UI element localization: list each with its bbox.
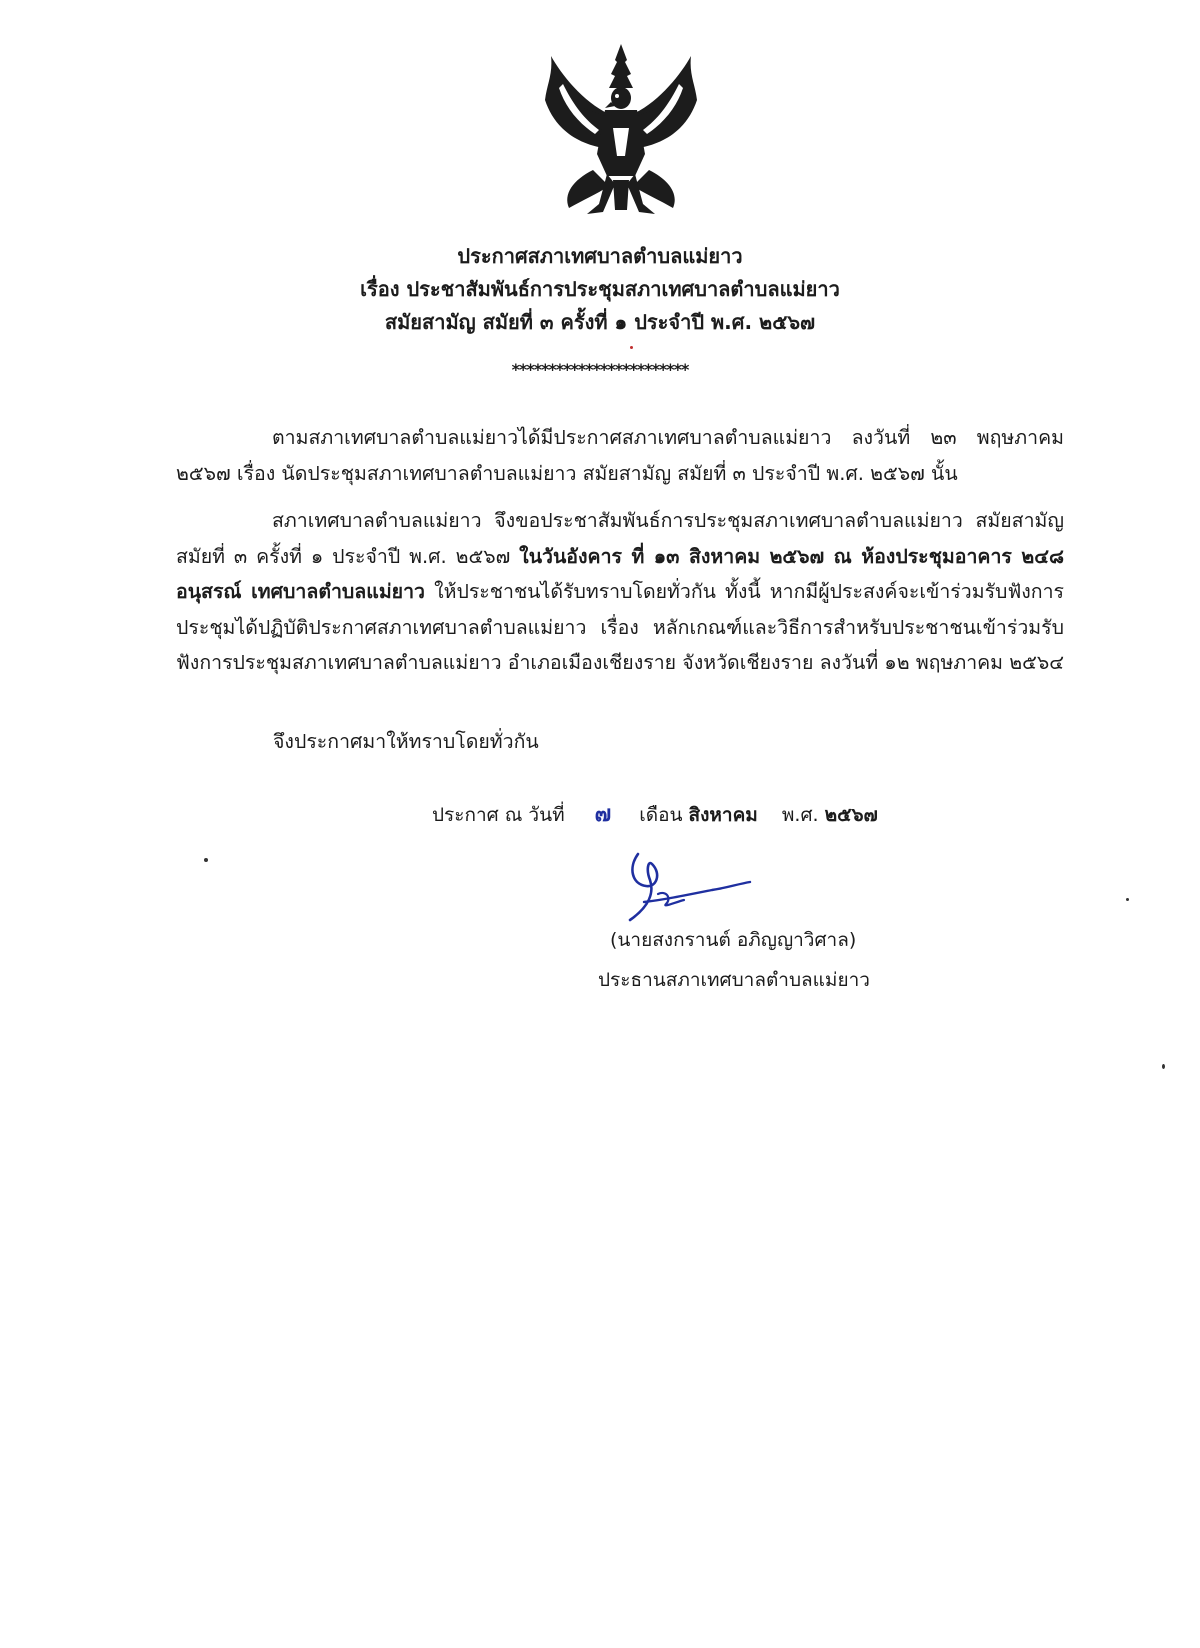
- header-separator: ************************: [511, 360, 689, 379]
- scan-speck: [1162, 1064, 1165, 1069]
- announcement-body: [176, 420, 1064, 681]
- scan-speck: [204, 858, 208, 862]
- announcement-title: ประกาศสภาเทศบาลตำบลแม่ยาว: [457, 244, 743, 268]
- closing-line: จึงประกาศมาให้ทราบโดยทั่วกัน: [273, 730, 539, 753]
- paragraph-2-rest: ให้ประชาชนได้รับทราบโดยทั่วกัน ทั้งนี้ หากมีผู้ประสงค์จะเข้าร่วมรับฟังการประชุมได้ปฏิบัติประกาศสภาเทศบาลตำบลแม่ยาว เรื่อง หลักเกณฑ์และวิธีการสำหรับประชาชนเข้าร่วมรับฟังการประชุมสภาเทศบาลตำบลแม่ยาว อำเภอเมืองเชียงราย จังหวัดเชียงราย ลงวันที่ ๑๒ พฤษภาคม ๒๕๖๔: [176, 580, 1064, 674]
- paragraph-1: ตามสภาเทศบาลตำบลแม่ยาวได้มีประกาศสภาเทศบาลตำบลแม่ยาว ลงวันที่ ๒๓ พฤษภาคม ๒๕๖๗ เรื่อง นัดประชุมสภาเทศบาลตำบลแม่ยาว สมัยสามัญ สมัยที่ ๓ ประจำปี พ.ศ. ๒๕๖๗ นั้น: [176, 426, 1064, 485]
- dateline-month: สิงหาคม: [688, 804, 758, 826]
- paragraph-2-intro: สภาเทศบาลตำบลแม่ยาว จึงขอประชาสัมพันธ์การประชุมสภาเทศบาลตำบลแม่ยาว สมัยสามัญ สมัยที่ ๓ ครั้งที่ ๑ ประจำปี พ.ศ. ๒๕๖๗: [176, 509, 1064, 568]
- handwritten-signature: [622, 850, 752, 924]
- paragraph-2: [176, 503, 1064, 681]
- announcement-subject: เรื่อง ประชาสัมพันธ์การประชุมสภาเทศบาลตำบลแม่ยาว: [360, 277, 840, 301]
- dateline-prefix: ประกาศ ณ วันที่: [432, 804, 565, 826]
- dateline-year: ๒๕๖๗: [824, 804, 878, 826]
- announcement-header: [0, 240, 1200, 339]
- garuda-emblem-icon: [543, 44, 699, 220]
- dateline-month-label: เดือน: [639, 804, 683, 826]
- signer-title: ประธานสภาเทศบาลตำบลแม่ยาว: [598, 969, 870, 991]
- signer-block: [598, 920, 870, 1000]
- announcement-session: สมัยสามัญ สมัยที่ ๓ ครั้งที่ ๑ ประจำปี พ.ศ. ๒๕๖๗: [384, 310, 816, 334]
- dateline-year-label: พ.ศ.: [781, 804, 819, 826]
- meeting-date-location: ในวันอังคาร ที่ ๑๓ สิงหาคม ๒๕๖๗ ณ ห้องประชุมอาคาร ๒๔๘ อนุสรณ์ เทศบาลตำบลแม่ยาว: [176, 544, 1065, 603]
- announcement-dateline: [432, 796, 878, 831]
- scan-speck: [1126, 898, 1129, 901]
- dateline-day: ๗: [594, 802, 612, 827]
- signer-name: (นายสงกรานต์ อภิญญาวิศาล): [610, 929, 857, 951]
- scan-speck: [630, 346, 633, 349]
